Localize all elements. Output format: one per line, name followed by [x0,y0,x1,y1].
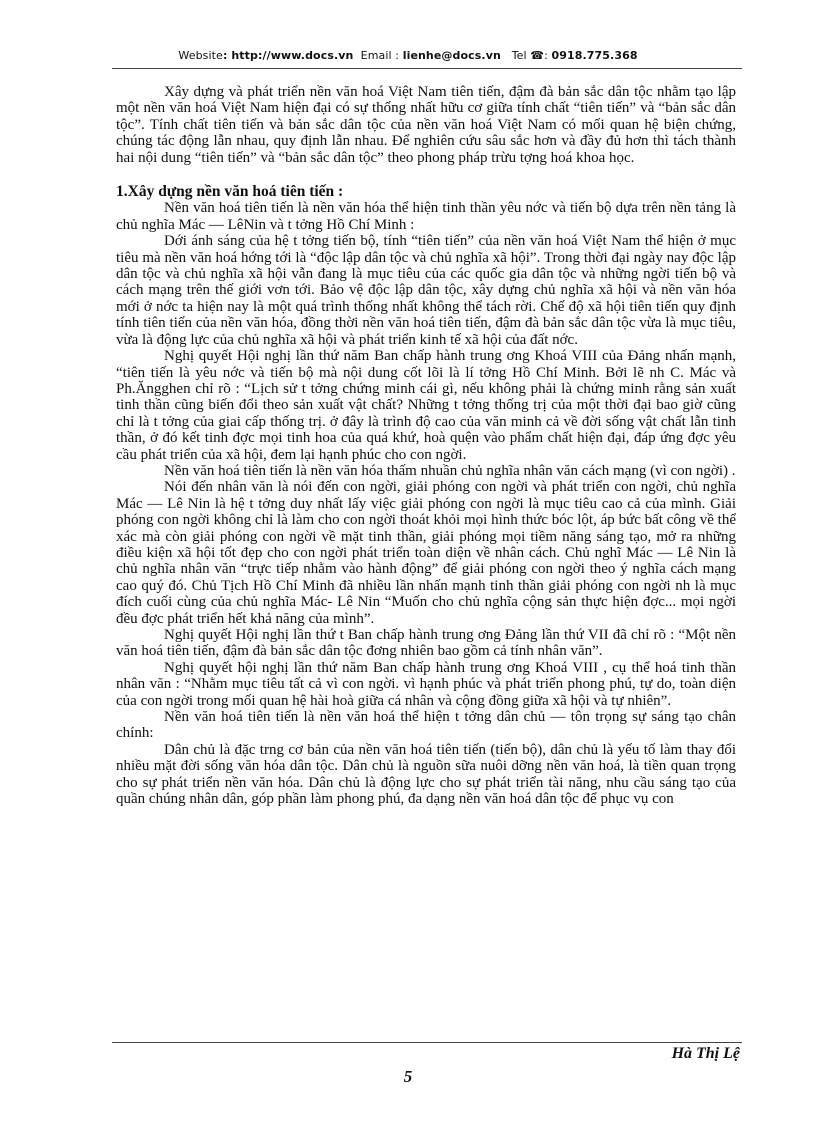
header-divider [112,68,742,69]
document-body [116,84,736,807]
page-number: 5 [403,1067,413,1086]
section-heading: 1.Xây dựng nền văn hoá tiên tiến : [116,183,344,201]
body-paragraph: Dới ánh sáng của hệ t tởng tiến bộ, tính “tiên tiến” của nền văn hoá Việt Nam thể hiện ở mục tiêu mà nền văn hoá hớng tới là “độc lập dân tộc và chủ nghĩa xã hội”. Trong thời đại ngày nay độc lập dân tộc và chủ nghĩa xã hội vẫn đang là mục tiêu của các quốc gia dân tộc và những ngời tiến bộ và cách mạng trên thế giới vơn tới. Bảo vệ độc lập dân tộc, xây dựng chủ nghĩa xã hội và nền văn hóa mới ở nớc ta hiện nay là một quá trình thống nhất không thể tách rời. Chế độ xã hội tiên tiến quy định tính tiên tiến của nền văn hóa, đồng thời nền văn hoá tiên tiến, đậm đà bản sắc dân tộc vừa là mục tiêu, vừa là động lực của chủ nghĩa xã hội và phát triển kinh tế xã hội của đất nớc. [116,233,736,348]
email-link[interactable]: lienhe@docs.vn [402,49,501,62]
body-paragraph: Nghị quyết hội nghị lần thứ năm Ban chấp hành trung ơng Khoá VIII , cụ thể hoá tinh thần nhân văn : “Nhằm mục tiêu tất cả vì con ngời. vì hạnh phúc và phát triển phong phú, tự do, toàn diện của con ngời trong mối quan hệ hài hoà giữa cá nhân và cộng đồng giữa xã hội và tự nhiên”. [116,659,736,709]
intro-paragraph: Xây dựng và phát triển nền văn hoá Việt Nam tiên tiến, đậm đà bản sắc dân tộc nhằm tạo lập một nền văn hoá Việt Nam hiện đại có sự thống nhất hữu cơ giữa tính chất “tiên tiến” và “bản sắc dân tộc”. Tính chất tiên tiến và bản sắc dân tộc của nền văn hoá Việt Nam có mối quan hệ biện chứng, chúng tác động lẫn nhau, quy định lẫn nhau. Để nghiên cứu sâu sắc hơn và đầy đủ hơn thì tách thành hai nội dung “tiên tiến” và “bản sắc dân tộc” theo phong pháp trừu tợng hoá khoa học. [116,84,736,166]
email-label: Email : [360,49,400,62]
website-label: Website [178,49,223,62]
body-paragraph: Nền văn hoá tiên tiến là nền văn hóa thấm nhuần chủ nghĩa nhân văn cách mạng (vì con ngời) . [164,462,736,479]
tel-value: 0918.775.368 [551,49,638,62]
tel-label: Tel ☎: [511,49,548,62]
author-name: Hà Thị Lệ [671,1045,740,1062]
body-paragraph: Nghị quyết Hội nghị lần thứ năm Ban chấp hành trung ơng Khoá VIII của Đảng nhấn mạnh, “tiên tiến là yêu nớc và tiến bộ mà nội dung cốt lõi là lí tởng Hồ Chí Minh. Bởi lẽ nh C. Mác và Ph.Ăngghen chỉ rõ : “Lịch sử t tởng chứng minh cái gì, nếu không phải là chứng minh rằng sản xuất tinh thần cũng biến đổi theo sản xuất vật chất? Những t tởng thống trị của một thời đại bao giờ cũng chỉ là t tởng của giai cấp thống trị. ở đây là trình độ cao của văn minh cả về đời sống vật chất lẫn tinh thần, ở đó kết tinh đợc mọi tinh hoa của quá khứ, hoà quện vào phẩm chất hiện đại, đáp ứng đợc yêu cầu phát triển của xã hội, đem lại hạnh phúc cho con ngời. [116,348,736,463]
body-paragraph: Dân chủ là đặc trng cơ bản của nền văn hoá tiên tiến (tiến bộ), dân chủ là yếu tố làm thay đổi nhiều mặt đời sống văn hóa dân tộc. Dân chủ là nguồn sữa nuôi dỡng nền văn hoá, là tiền quan trọng cho sự phát triển nền văn hóa. Dân chủ là động lực cho sự phát triển tài năng, nhu cầu sáng tạo của quần chúng nhân dân, góp phần làm phong phú, đa dạng nền văn hoá dân tộc để phục vụ con [116,741,736,808]
footer-divider [112,1042,742,1043]
page-header [0,49,816,62]
body-paragraph: Nền văn hoá tiên tiến là nền văn hóa thể hiện tinh thần yêu nớc và tiến bộ dựa trên nền tảng là chủ nghĩa Mác — LêNin và t tởng Hồ Chí Minh : [116,200,736,233]
body-paragraph: Nền văn hoá tiên tiến là nền văn hoá thể hiện t tởng dân chủ — tôn trọng sự sáng tạo chân chính: [116,709,736,742]
body-paragraph: Nói đến nhân văn là nói đến con ngời, giải phóng con ngời và phát triển con ngời, chủ nghĩa Mác — Lê Nin là hệ t tởng duy nhất lấy việc giải phóng con ngời là mục tiêu cao cả của mình. Giải phóng con ngời không chỉ là làm cho con ngời thoát khỏi mọi hình thức bóc lột, áp bức bất công về thể xác mà còn giải phóng con ngời về mặt tinh thần, giải phóng mọi tiềm năng sáng tạo, mở ra những điều kiện xã hội tốt đẹp cho con ngời phát triển toàn diện về nhân cách. Chủ nghĩ Mác — Lê Nin là chủ nghĩa nhân văn “trực tiếp nhằm vào hành động” để giải phóng con ngời theo ý nghĩa cách mạng cao quý đó. Chủ Tịch Hồ Chí Minh đã nhiều lần nhấn mạnh tinh thần giải phóng con ngời nh là mục đích cuối cùng của chủ nghĩa Mác- Lê Nin “Muốn cho chủ nghĩa cộng sản thực hiện đợc... mọi ngời đều đợc phát triển hết khả năng của mình”. [116,479,736,627]
website-link[interactable]: : http://www.docs.vn [222,49,354,62]
body-paragraph: Nghị quyết Hội nghị lần thứ t Ban chấp hành trung ơng Đảng lần thứ VII đã chỉ rõ : “Một nền văn hoá tiên tiến, đậm đà bản sắc dân tộc đơng nhiên bao gồm cả tính nhân văn”. [116,627,736,660]
